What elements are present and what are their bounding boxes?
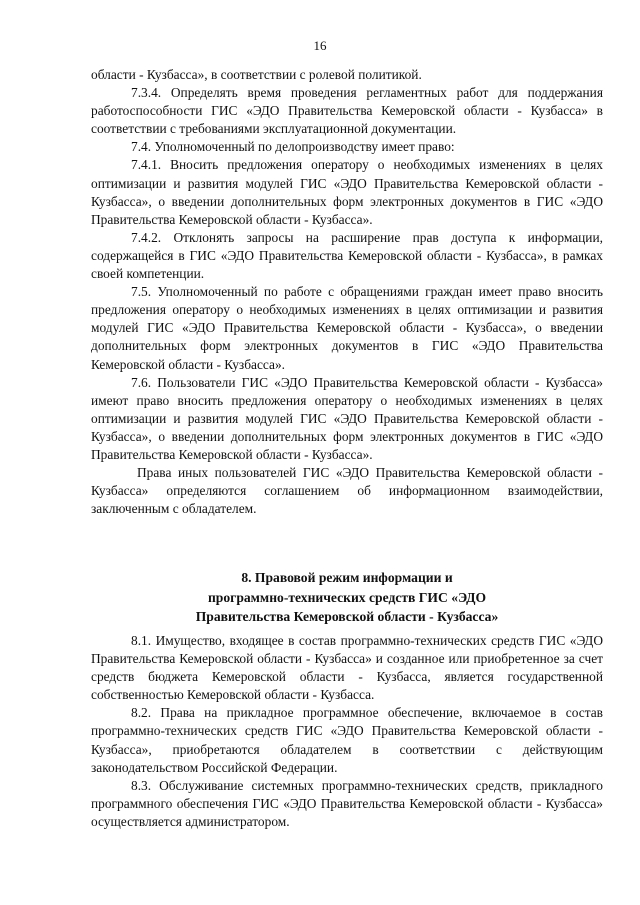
section-8-text <box>91 632 603 831</box>
paragraph-7-4-2: 7.4.2. Отклонять запросы на расширение прав доступа к информации, содержащейся в ГИС «ЭДО Правительства Кемеровской области - Кузбасса», в рамках своей компетенции. <box>91 229 603 282</box>
paragraph-7-6: 7.6. Пользователи ГИС «ЭДО Правительства Кемеровской области - Кузбасса» имеют право вносить предложения оператору о необходимых изменениях в целях оптимизации и развития модулей ГИС «ЭДО Правительства Кемеровской области - Кузбасса», о введении дополнительных форм электронных документов в ГИС «ЭДО Правительства Кемеровской области - Кузбасса». <box>91 374 603 462</box>
page-number: 16 <box>313 38 327 53</box>
paragraph-7-4: 7.4. Уполномоченный по делопроизводству имеет право: <box>131 139 455 155</box>
paragraph-continuation: области - Кузбасса», в соответствии с ролевой политикой. <box>91 67 422 82</box>
section-7-text <box>91 66 603 518</box>
paragraph-8-3: 8.3. Обслуживание системных программно-технических средств, прикладного программного обеспечения ГИС «ЭДО Правительства Кемеровской области - Кузбасса» осуществляется администратором. <box>91 777 603 829</box>
paragraph-8-2: 8.2. Права на прикладное программное обеспечение, включаемое в состав программно-технических средств ГИС «ЭДО Правительства Кемеровской области - Кузбасса», приобретаются обладателем в соответствии с действующим законодательством Российской Федерации. <box>91 705 603 775</box>
section-8-heading <box>91 568 603 627</box>
paragraph-7-3-4: 7.3.4. Определять время проведения регламентных работ для поддержания работоспособности ГИС «ЭДО Правительства Кемеровской области - Кузбасса» в соответствии с требованиями эксплуатационной документации. <box>91 85 603 137</box>
section-8-heading-line: программно-технических средств ГИС «ЭДО <box>207 589 487 605</box>
paragraph-other-users-rights: Права иных пользователей ГИС «ЭДО Правительства Кемеровской области - Кузбасса» определяются соглашением об информационном взаимодействии, заключенным с обладателем. <box>91 465 603 517</box>
section-8-heading-line: Правительства Кемеровской области - Кузбасса» <box>195 609 499 624</box>
paragraph-8-1: 8.1. Имущество, входящее в состав программно-технических средств ГИС «ЭДО Правительства Кемеровской области - Кузбасса» и созданное или приобретенное за счет средств бюджета Кемеровской области - Кузбасса, является государственной собственностью Кемеровской области - Кузбасса. <box>91 633 603 703</box>
paragraph-7-4-1: 7.4.1. Вносить предложения оператору о необходимых изменениях в целях оптимизации и развития модулей ГИС «ЭДО Правительства Кемеровской области - Кузбасса», о введении дополнительных форм электронных документов в ГИС «ЭДО Правительства Кемеровской области - Кузбасса». <box>91 157 603 227</box>
paragraph-7-5: 7.5. Уполномоченный по работе с обращениями граждан имеет право вносить предложения оператору о необходимых изменениях в целях оптимизации и развития модулей ГИС «ЭДО Правительства Кемеровской области - Кузбасса», о введении дополнительных форм электронных документов в ГИС «ЭДО Правительства Кемеровской области - Кузбасса». <box>91 284 603 372</box>
section-8-heading-line: 8. Правовой режим информации и <box>241 570 453 585</box>
